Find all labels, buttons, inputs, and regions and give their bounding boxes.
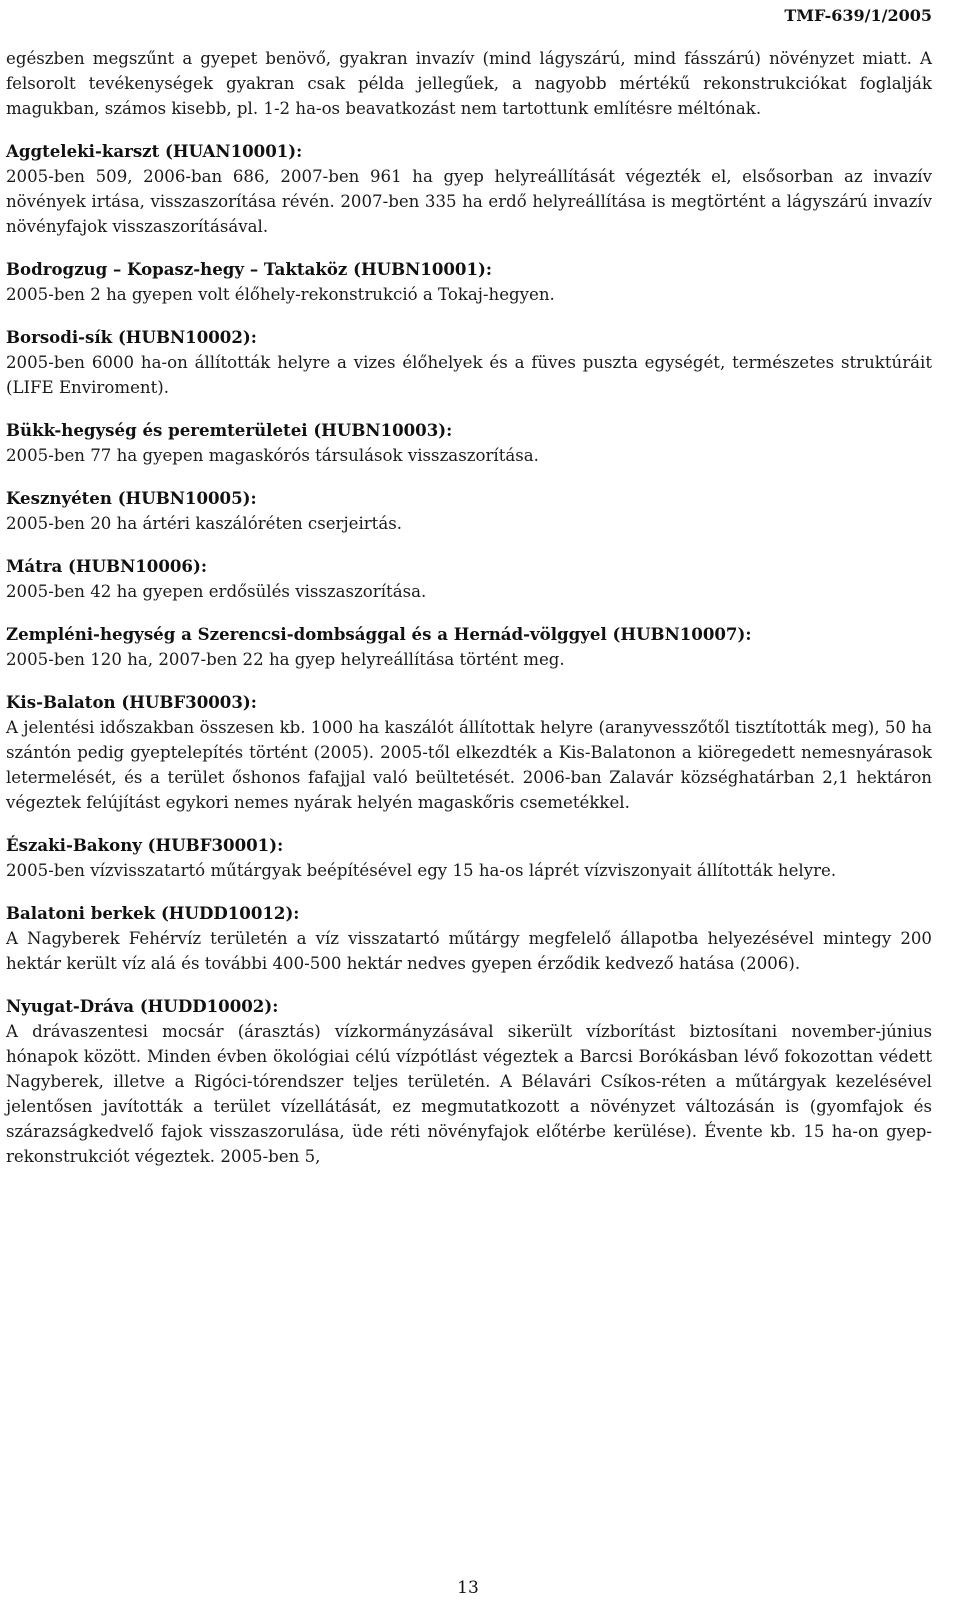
section-title: Nyugat-Dráva (HUDD10002):	[6, 996, 279, 1016]
section-title: Mátra (HUBN10006):	[6, 556, 207, 576]
section-text: 2005-ben 2 ha gyepen volt élőhely-rekonstrukció a Tokaj-hegyen.	[6, 285, 555, 304]
document-body	[6, 46, 932, 1187]
section-aggteleki-karszt	[6, 139, 932, 239]
section-title: Aggteleki-karszt (HUAN10001):	[6, 141, 303, 161]
section-text: 2005-ben 42 ha gyepen erdősülés visszaszorítása.	[6, 582, 427, 601]
section-text: A drávaszentesi mocsár (árasztás) vízkormányzásával sikerült vízborítást biztosítani november-június hónapok között. Minden évben ökológiai célú vízpótlást végeztek a Barcsi Borókásban lévő fokozottan védett Nagyberek, illetve a Rigóci-tórendszer teljes területén. A Bélavári Csíkos-réten a műtárgyak kezelésével jelentősen javították a terület vízellátását, ez megmutatkozott a növényzet változásán is (gyomfajok és szárazságkedvelő fajok visszaszorulása, üde réti növényfajok előtérbe kerülése). Évente kb. 15 ha-on gyep-rekonstrukciót végeztek. 2005-ben 5,	[6, 1022, 932, 1166]
section-title: Északi-Bakony (HUBF30001):	[6, 835, 284, 855]
section-title: Zempléni-hegység a Szerencsi-dombsággal és a Hernád-völggyel (HUBN10007):	[6, 624, 752, 644]
section-text: A jelentési időszakban összesen kb. 1000 ha kaszálót állítottak helyre (aranyvesszőtől tisztították meg), 50 ha szántón pedig gyeptelepítés történt (2005). 2005-től elkezdték a Kis-Balatonon a kiöregedett nemesnyárasok letermelését, és a terület őshonos fafajjal való beültetését. 2006-ban Zalavár községhatárban 2,1 hektáron végeztek felújítást egykori nemes nyárak helyén magaskőris csemetékkel.	[6, 718, 932, 812]
page-number: 13	[457, 1578, 479, 1598]
section-text: 2005-ben 120 ha, 2007-ben 22 ha gyep helyreállítása történt meg.	[6, 650, 565, 669]
section-text: 2005-ben 77 ha gyepen magaskórós társulások visszaszorítása.	[6, 446, 539, 465]
section-title: Kis-Balaton (HUBF30003):	[6, 692, 257, 712]
section-keszyneten	[6, 486, 932, 536]
section-text: 2005-ben 6000 ha-on állították helyre a vizes élőhelyek és a füves puszta egységét, természetes struktúráit (LIFE Enviroment).	[6, 353, 932, 397]
section-title: Balatoni berkek (HUDD10012):	[6, 903, 300, 923]
section-text: 2005-ben 20 ha ártéri kaszálóréten cserjeirtás.	[6, 514, 403, 533]
section-title: Borsodi-sík (HUBN10002):	[6, 327, 257, 347]
section-title: Kesznyéten (HUBN10005):	[6, 488, 257, 508]
section-text: 2005-ben 509, 2006-ban 686, 2007-ben 961 ha gyep helyreállítását végezték el, elsősorban az invazív növények irtása, visszaszorítása révén. 2007-ben 335 ha erdő helyreállítása is megtörtént a lágyszárú invazív növényfajok visszaszorításával.	[6, 167, 932, 236]
section-text: 2005-ben vízvisszatartó műtárgyak beépítésével egy 15 ha-os láprét vízviszonyait állították helyre.	[6, 861, 837, 880]
section-title: Bükk-hegység és peremterületei (HUBN10003):	[6, 420, 453, 440]
section-title: Bodrogzug – Kopasz-hegy – Taktaköz (HUBN10001):	[6, 259, 492, 279]
section-balatoni-berkek	[6, 901, 932, 976]
document-code: TMF-639/1/2005	[784, 6, 932, 25]
section-eszaki-bakony	[6, 833, 932, 883]
section-nyugat-drava	[6, 994, 932, 1169]
section-bodrogzug	[6, 257, 932, 307]
section-bukk-hegyseg	[6, 418, 932, 468]
section-kis-balaton	[6, 690, 932, 815]
section-matra	[6, 554, 932, 604]
section-zempleni-hegyseg	[6, 622, 932, 672]
section-text: A Nagyberek Fehérvíz területén a víz visszatartó műtárgy megfelelő állapotba helyezésével mintegy 200 hektár került víz alá és további 400-500 hektár nedves gyepen érződik kedvező hatása (2006).	[6, 929, 932, 973]
section-borsodi-sik	[6, 325, 932, 400]
intro-paragraph: egészben megszűnt a gyepet benövő, gyakran invazív (mind lágyszárú, mind fásszárú) növényzet miatt. A felsorolt tevékenységek gyakran csak példa jellegűek, a nagyobb mértékű rekonstrukciókat foglalják magukban, számos kisebb, pl. 1-2 ha-os beavatkozást nem tartottunk említésre méltónak.	[6, 49, 932, 118]
